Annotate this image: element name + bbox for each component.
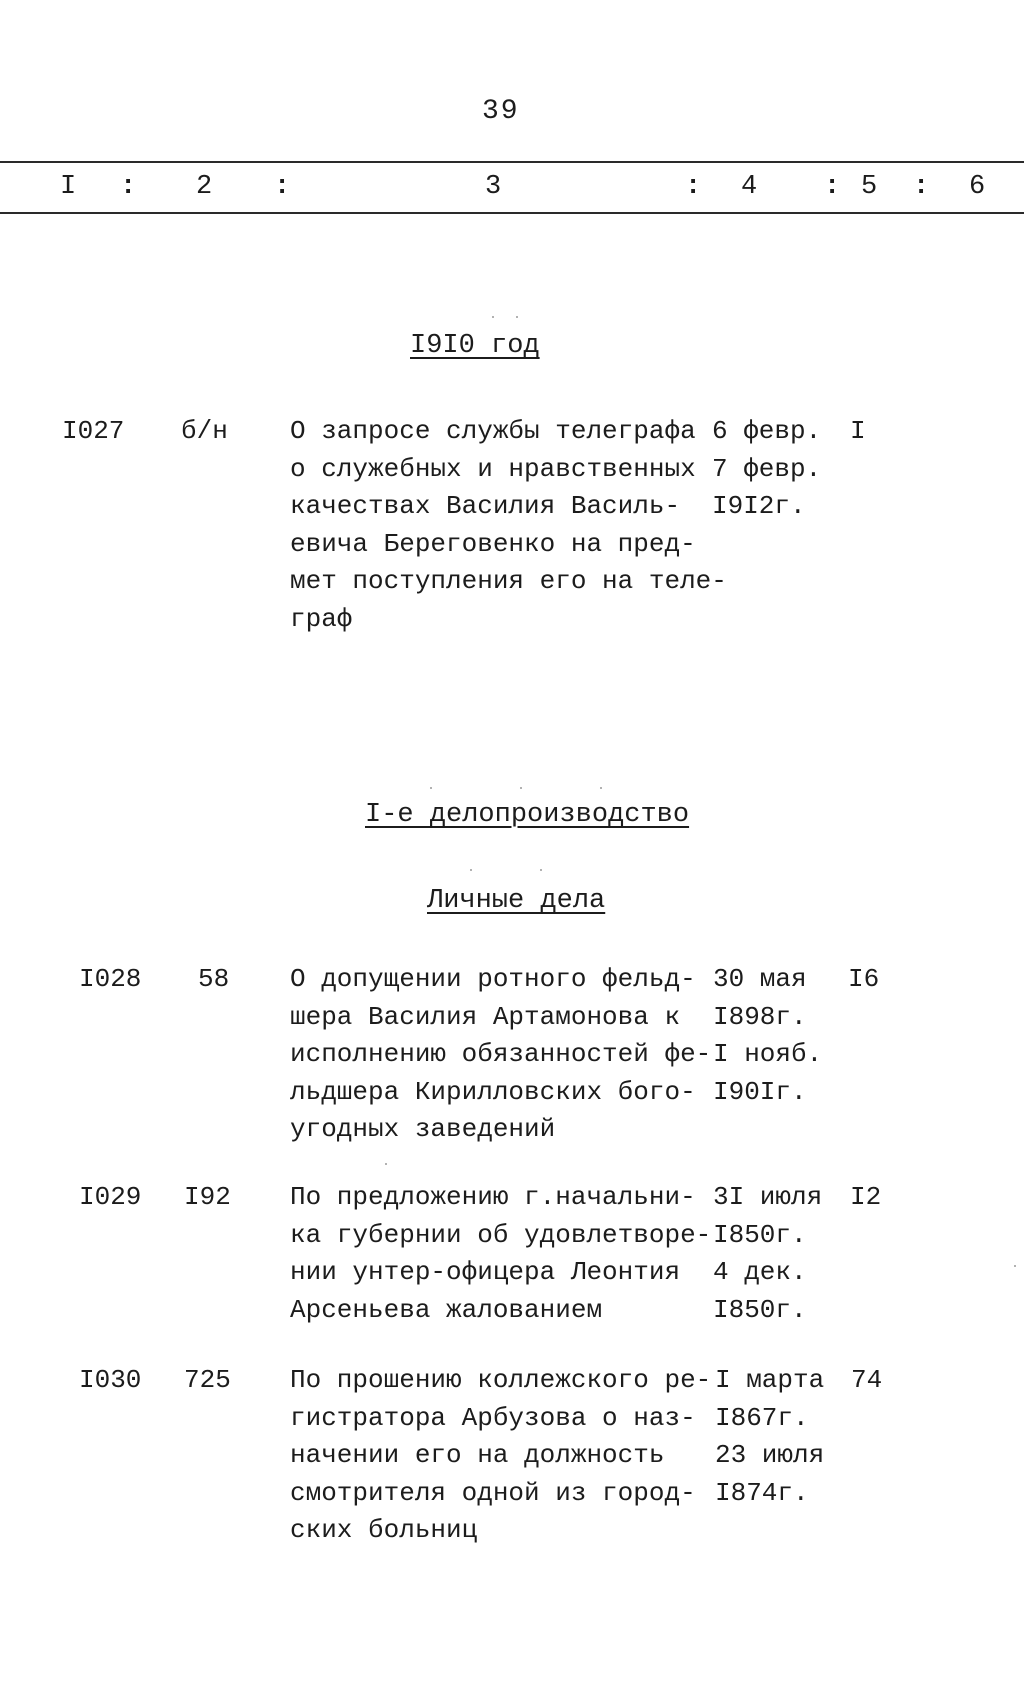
record-number: I029 xyxy=(79,1182,142,1212)
date-line: 6 февр. xyxy=(712,416,822,446)
date-line: I874г. xyxy=(715,1477,809,1508)
description-line: угодных заведений xyxy=(290,1114,556,1144)
date-line: I867г. xyxy=(715,1402,809,1433)
record-description xyxy=(290,961,711,1149)
scan-speck xyxy=(600,787,602,789)
personal-files-heading: Личные дела xyxy=(427,886,606,916)
column-separator: : xyxy=(120,172,137,202)
header-top-rule xyxy=(0,161,1024,163)
column-header-6: 6 xyxy=(969,172,986,202)
scan-speck xyxy=(385,1163,387,1165)
record-file-number: I92 xyxy=(184,1182,231,1212)
scan-speck xyxy=(516,316,518,318)
description-line: нии унтер-офицера Леонтия xyxy=(290,1257,681,1287)
description-line: гистратора Арбузова о наз- xyxy=(290,1402,696,1433)
record-sheet-count: I6 xyxy=(848,964,880,994)
date-line: I898г. xyxy=(713,1001,807,1032)
description-line: мет поступления его на теле- xyxy=(290,566,727,596)
record-number: I030 xyxy=(79,1365,142,1395)
record-number: I028 xyxy=(79,964,142,994)
record-description xyxy=(290,413,727,638)
column-separator: : xyxy=(274,172,291,202)
date-line: 3I июля xyxy=(713,1182,823,1212)
column-header-4: 4 xyxy=(741,172,758,202)
record-dates xyxy=(713,961,822,1111)
description-line: исполнению обязанностей фе- xyxy=(290,1039,712,1069)
year-heading: I9I0 год xyxy=(410,331,540,361)
record-file-number: 725 xyxy=(184,1365,231,1395)
date-line: I нояб. xyxy=(713,1039,823,1069)
description-line: качествах Василия Василь- xyxy=(290,491,681,521)
description-line: О допущении ротного фельд- xyxy=(290,964,696,994)
record-sheet-count: 74 xyxy=(851,1365,883,1395)
date-line: 7 февр. xyxy=(712,453,822,484)
date-line: I850г. xyxy=(713,1219,807,1250)
description-line: ских больниц xyxy=(290,1515,478,1545)
record-sheet-count: I xyxy=(850,416,866,446)
scan-speck xyxy=(430,787,432,789)
description-line: О запросе службы телеграфа xyxy=(290,416,696,446)
date-line: I9I2г. xyxy=(712,491,806,521)
description-line: граф xyxy=(290,603,353,634)
description-line: Арсеньева жалованием xyxy=(290,1294,603,1325)
column-header-3: 3 xyxy=(485,172,502,202)
column-header-2: 2 xyxy=(196,172,213,202)
description-line: о служебных и нравственных xyxy=(290,453,696,484)
column-separator: : xyxy=(685,172,702,202)
date-line: 30 мая xyxy=(713,964,807,994)
column-separator: : xyxy=(824,172,841,202)
record-dates xyxy=(713,1179,822,1329)
description-line: начении его на должность xyxy=(290,1440,665,1470)
column-header-5: 5 xyxy=(861,172,878,202)
record-sheet-count: I2 xyxy=(850,1182,882,1212)
date-line: I850г. xyxy=(713,1294,807,1325)
date-line: 23 июля xyxy=(715,1440,825,1470)
record-file-number: 58 xyxy=(198,964,230,994)
scan-speck xyxy=(470,869,472,871)
scan-speck xyxy=(1014,1265,1016,1267)
page-number: 39 xyxy=(482,96,520,127)
record-dates xyxy=(715,1362,824,1512)
date-line: 4 дек. xyxy=(713,1257,807,1287)
scan-speck xyxy=(540,869,542,871)
date-line: I марта xyxy=(715,1365,825,1395)
date-line: I90Iг. xyxy=(713,1076,807,1107)
scan-speck xyxy=(492,316,494,318)
description-line: льдшера Кирилловских бого- xyxy=(290,1076,696,1107)
description-line: По предложению г.начальни- xyxy=(290,1182,696,1212)
description-line: ка губернии об удовлетворе- xyxy=(290,1219,712,1250)
description-line: евича Береговенко на пред- xyxy=(290,528,696,559)
column-header-1: I xyxy=(60,172,77,202)
record-number: I027 xyxy=(62,416,125,446)
scan-speck xyxy=(520,787,522,789)
description-line: шера Василия Артамонова к xyxy=(290,1001,681,1032)
record-dates xyxy=(712,413,821,526)
description-line: По прошению коллежского ре- xyxy=(290,1365,712,1395)
description-line: смотрителя одной из город- xyxy=(290,1477,696,1508)
record-file-number: б/н xyxy=(181,416,228,446)
column-separator: : xyxy=(913,172,930,202)
record-description xyxy=(290,1362,711,1550)
record-description xyxy=(290,1179,711,1329)
header-bottom-rule xyxy=(0,212,1024,214)
office-heading: I-е делопроизводство xyxy=(365,800,690,830)
